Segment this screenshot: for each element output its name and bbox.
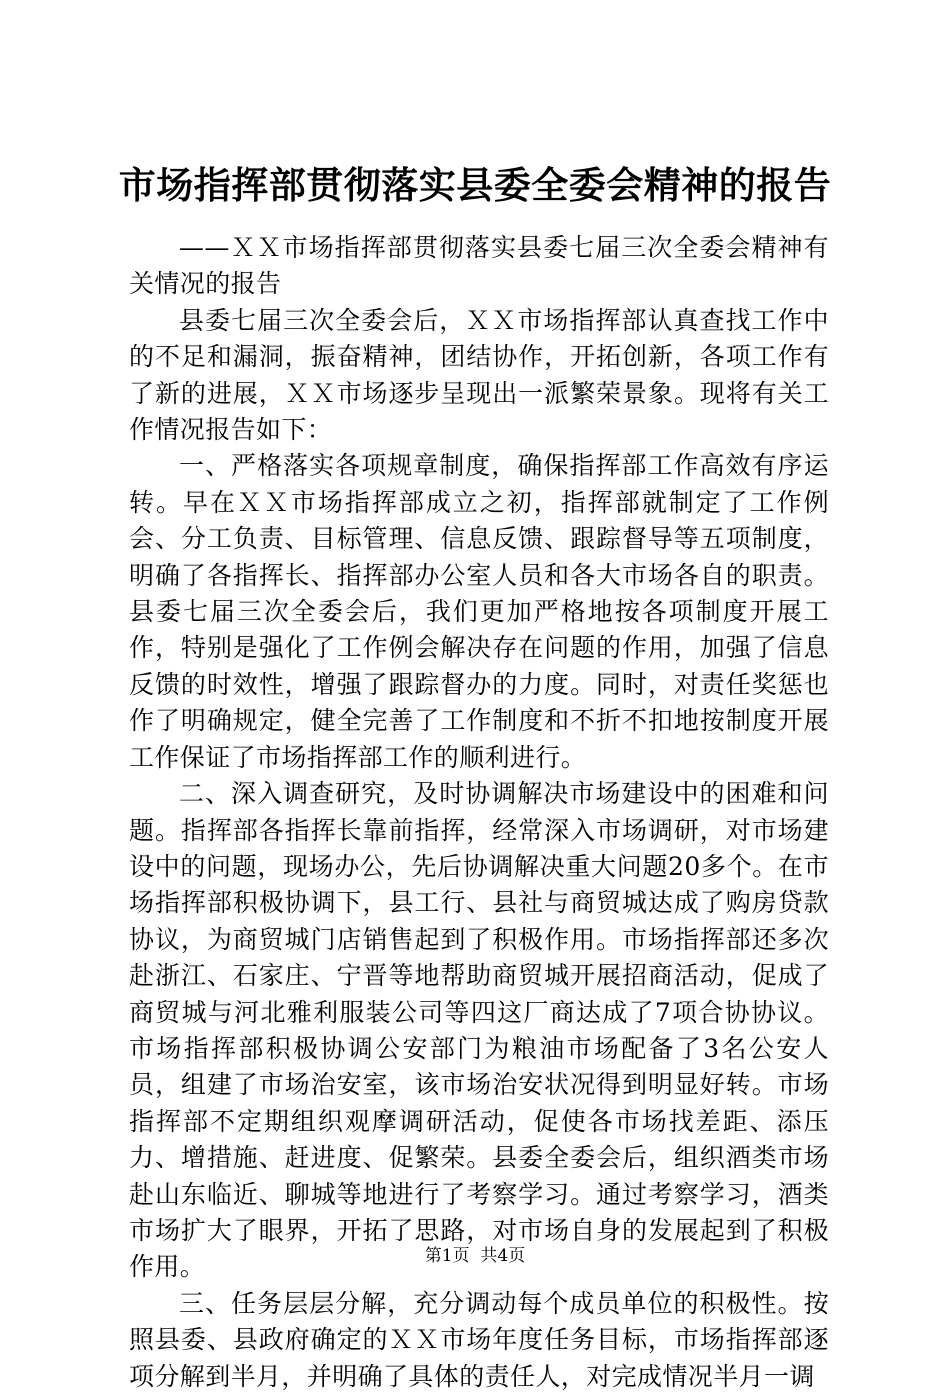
document-title: 市场指挥部贯彻落实县委全委会精神的报告 — [118, 163, 832, 207]
document-body — [129, 230, 829, 1395]
page-footer — [0, 1244, 950, 1268]
page-number-label: 第1页 共4页 — [424, 1246, 526, 1266]
section-three-paragraph: 三、任务层层分解，充分调动每个成员单位的积极性。按照县委、县政府确定的ＸＸ市场年度任务目标，市场指挥部逐项分解到半月，并明确了具体的责任人，对完成情况半月一调 — [129, 1288, 829, 1391]
section-two-paragraph: 二、深入调查研究，及时协调解决市场建设中的困难和问题。指挥部各指挥长靠前指挥，经常深入市场调研，对市场建设中的问题，现场办公，先后协调解决重大问题20多个。在市场指挥部积极协调下，县工行、县社与商贸城达成了购房贷款协议，为商贸城门店销售起到了积极作用。市场指挥部还多次赴浙江、石家庄、宁晋等地帮助商贸城开展招商活动，促成了商贸城与河北雅利服装公司等四这厂商达成了7项合协协议。市场指挥部积极协调公安部门为粮油市场配备了3名公安人员，组建了市场治安室，该市场治安状况得到明显好转。市场指挥部不定期组织观摩调研活动，促使各市场找差距、添压力、增措施、赶进度、促繁荣。县委全委会后，组织酒类市场赴山东临近、聊城等地进行了考察学习。通过考察学习，酒类市场扩大了眼界，开拓了思路，对市场自身的发展起到了积极作用。 — [129, 779, 829, 1282]
section-one-paragraph: 一、严格落实各项规章制度，确保指挥部工作高效有序运转。早在ＸＸ市场指挥部成立之初，指挥部就制定了工作例会、分工负责、目标管理、信息反馈、跟踪督导等五项制度，明确了各指挥长、指挥部办公室人员和各大市场各自的职责。县委七届三次全委会后，我们更加严格地按各项制度开展工作，特别是强化了工作例会解决存在问题的作用，加强了信息反馈的时效性，增强了跟踪督办的力度。同时，对责任奖惩也作了明确规定，健全完善了工作制度和不折不扣地按制度开展工作保证了市场指挥部工作的顺利进行。 — [129, 451, 829, 772]
subtitle-paragraph: ——ＸＸ市场指挥部贯彻落实县委七届三次全委会精神有关情况的报告 — [129, 233, 829, 299]
intro-paragraph: 县委七届三次全委会后，ＸＸ市场指挥部认真查找工作中的不足和漏洞，振奋精神，团结协作，开拓创新，各项工作有了新的进展，ＸＸ市场逐步呈现出一派繁荣景象。现将有关工作情况报告如下： — [129, 305, 829, 445]
